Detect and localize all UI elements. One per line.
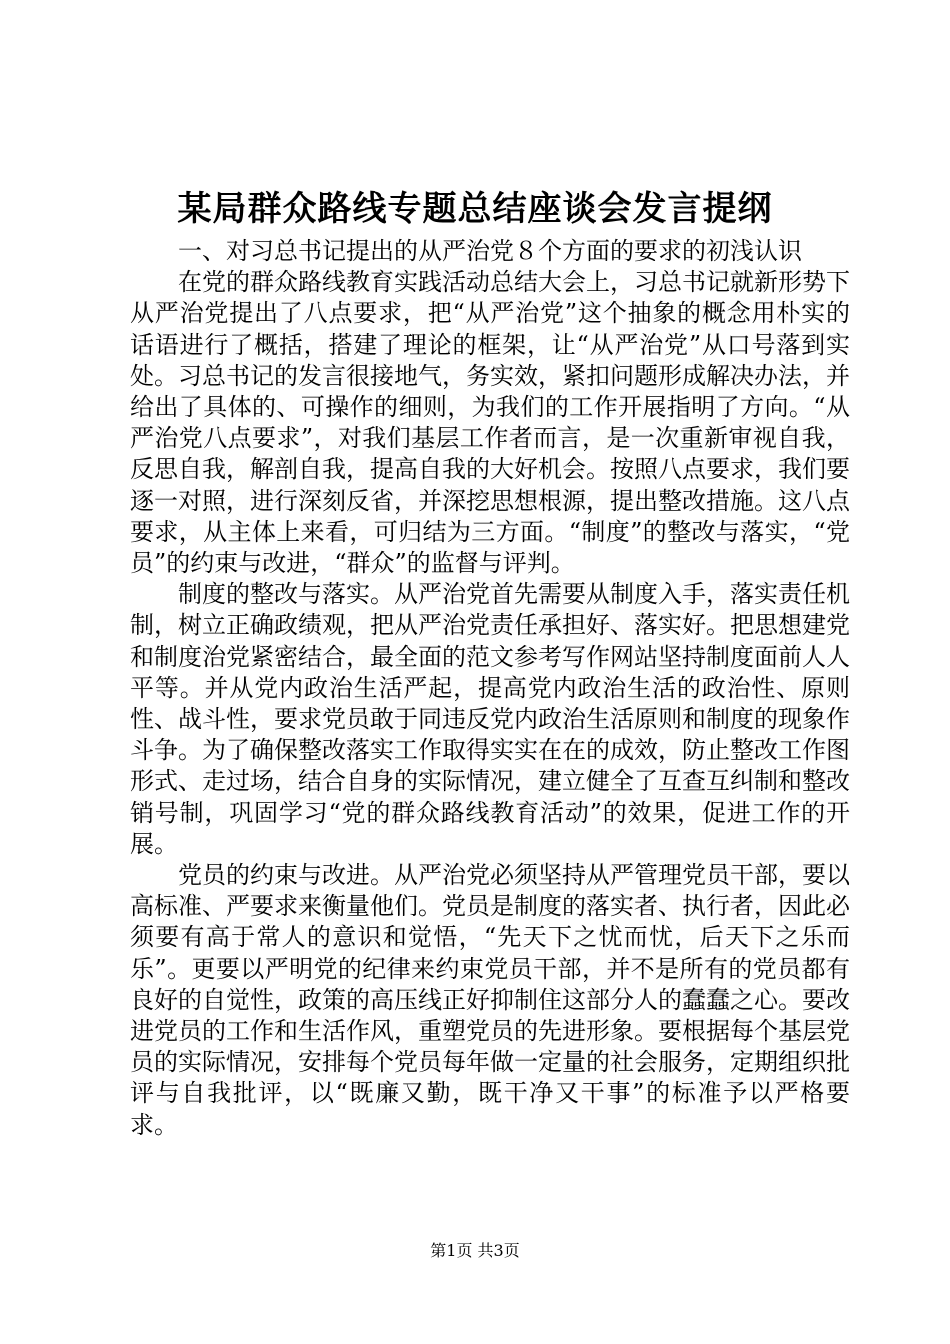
paragraph-system-reform: 制度的整改与落实。从严治党首先需要从制度入手，落实责任机制，树立正确政绩观，把从严治党责任承担好、落实好。把思想建党和制度治党紧密结合，最全面的范文参考写作网站坚持制度面前人人平等。并从党内政治生活严起，提高党内政治生活的政治性、原则性、战斗性，要求党员敢于同违反党内政治生活原则和制度的现象作斗争。为了确保整改落实工作取得实实在在的成效，防止整改工作图形式、走过场，结合自身的实际情况，建立健全了互查互纠制和整改销号制，巩固学习“党的群众路线教育活动”的效果，促进工作的开展。 <box>130 580 850 858</box>
page-number-footer: 第1页 共3页 <box>430 1241 520 1260</box>
document-body <box>130 236 850 1141</box>
document-title: 某局群众路线专题总结座谈会发言提纲 <box>177 189 773 229</box>
paragraph-intro: 在党的群众路线教育实践活动总结大会上，习总书记就新形势下从严治党提出了八点要求，把“从严治党”这个抽象的概念用朴实的话语进行了概括，搭建了理论的框架，让“从严治党”从口号落到实处。习总书记的发言很接地气，务实效，紧扣问题形成解决办法，并给出了具体的、可操作的细则，为我们的工作开展指明了方向。“从严治党八点要求”，对我们基层工作者而言，是一次重新审视自我，反思自我，解剖自我，提高自我的大好机会。按照八点要求，我们要逐一对照，进行深刻反省，并深挖思想根源，提出整改措施。这八点要求，从主体上来看，可归结为三方面。“制度”的整改与落实，“党员”的约束与改进，“群众”的监督与评判。 <box>130 268 850 578</box>
paragraph-heading-one: 一、对习总书记提出的从严治党８个方面的要求的初浅认识 <box>178 237 802 265</box>
paragraph-member-discipline: 党员的约束与改进。从严治党必须坚持从严管理党员干部，要以高标准、严要求来衡量他们。党员是制度的落实者、执行者，因此必须要有高于常人的意识和觉悟，“先天下之忧而忧，后天下之乐而乐”。更要以严明党的纪律来约束党员干部，并不是所有的党员都有良好的自觉性，政策的高压线正好抑制住这部分人的蠢蠢之心。要改进党员的工作和生活作风，重塑党员的先进形象。要根据每个基层党员的实际情况，安排每个党员每年做一定量的社会服务，定期组织批评与自我批评，以“既廉又勤，既干净又干事”的标准予以严格要求。 <box>130 861 850 1139</box>
